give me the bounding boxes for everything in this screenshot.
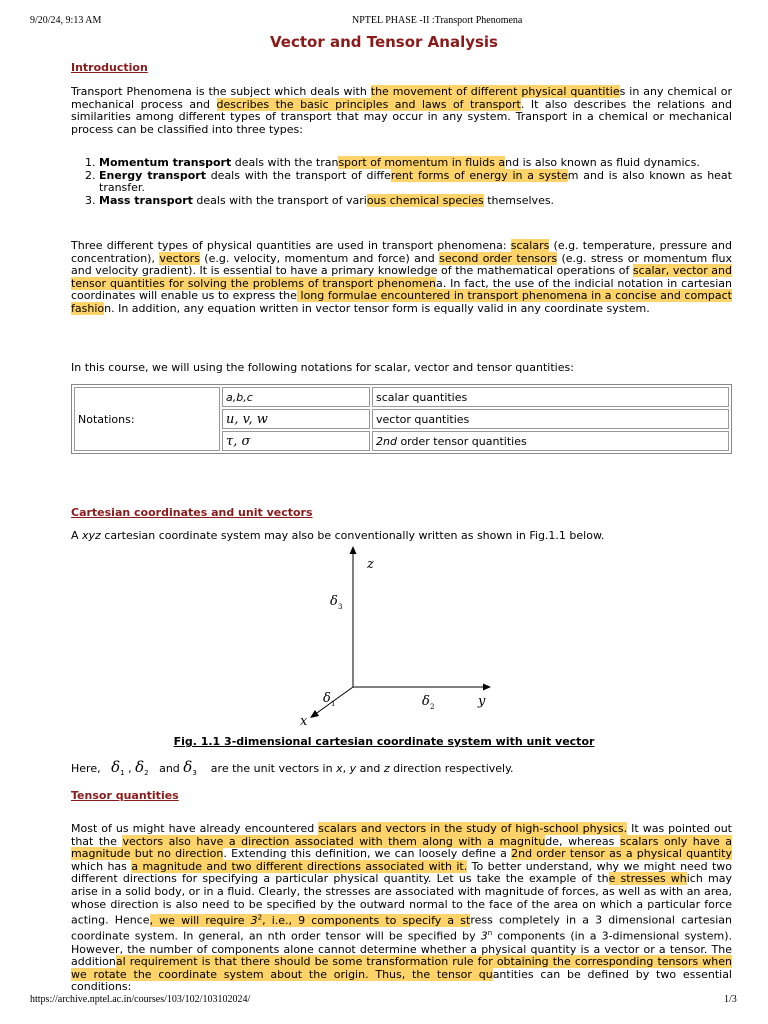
intro-paragraph: Transport Phenomena is the subject which deals with the movement of different physical quantities in any chemical or mechanical process and describes the basic principles and laws of transport. It also describes the relations and similarities among different types of transport that may occur in any system. Transport in a chemical or mechanical process can be classified into three types: bbox=[71, 85, 732, 136]
delta2-label: δ bbox=[422, 694, 430, 709]
scalar-symbols: a,b,c bbox=[222, 387, 370, 407]
vector-desc: vector quantities bbox=[372, 409, 729, 429]
transport-types-list bbox=[71, 157, 732, 207]
figure-caption: Fig. 1.1 3-dimensional cartesian coordinate system with unit vector bbox=[173, 735, 595, 748]
z-arrowhead bbox=[350, 546, 357, 554]
page-title: Vector and Tensor Analysis bbox=[270, 33, 498, 51]
delta1-subscript: 1 bbox=[331, 700, 336, 708]
notation-table bbox=[71, 384, 732, 454]
table-row bbox=[74, 387, 729, 407]
y-arrowhead bbox=[483, 684, 491, 691]
y-label: y bbox=[478, 694, 486, 709]
cartesian-heading[interactable]: Cartesian coordinates and unit vectors bbox=[71, 506, 313, 519]
list-item: 1. Momentum transport deals with the transport of momentum in fluids and is also known as fluid dynamics. bbox=[99, 157, 732, 170]
delta3-label: δ bbox=[330, 594, 338, 609]
notations-label: Notations: bbox=[74, 387, 220, 451]
delta2-subscript: 2 bbox=[430, 703, 435, 711]
list-item: 2. Energy transport deals with the transport of different forms of energy in a system and is also known as heat transfer. bbox=[99, 170, 732, 195]
quantities-paragraph: Three different types of physical quantities are used in transport phenomena: scalars (e.g. temperature, pressure and concentration), vectors (e.g. velocity, momentum and force) and second order tensors (e.g. stress or momentum flux and velocity gradient). It is essential to have a primary knowledge of the mathematical operations of scalar, vector and tensor quantities for solving the problems of transport phenomena. In fact, the use of the indicial notation in cartesian coordinates will enable us to express the long formulae encountered in transport phenomena in a concise and compact fashion. In addition, any equation written in vector tensor form is equally valid in any coordinate system. bbox=[71, 239, 733, 315]
x-label: x bbox=[300, 714, 308, 729]
page-number: 1/3 bbox=[724, 994, 737, 1005]
notation-intro: In this course, we will using the following notations for scalar, vector and tensor quantities: bbox=[71, 361, 574, 374]
delta1-label: δ bbox=[323, 691, 331, 706]
page-url: https://archive.nptel.ac.in/courses/103/102/103102024/ bbox=[30, 994, 251, 1005]
coordinate-figure bbox=[290, 545, 520, 735]
z-label: z bbox=[367, 557, 374, 572]
tensor-paragraph: Most of us might have already encountered scalars and vectors in the study of high-school physics. It was pointed out that the vectors also have a direction associated with them along with a magnitude, whereas scalars only have a magnitude but no direction. Extending this definition, we can loosely define a 2nd order tensor as a physical quantity which has a magnitude and two different directions associated with it. To better understand, why we might need two different directions for specifying a particular physical quantity. Let us take the example of the stresses which may arise in a solid body, or in a fluid. Clearly, the stresses are associated with magnitude of forces, as well as with an area, whose direction is also need to be specified by the outward normal to the face of the area on which a particular force acting. Hence, we will require $3^2$, i.e., 9 components to specify a stress completely in a 3 dimensional cartesian coordinate system. In general, an nth order tensor will be specified by 3$^n$ components (in a 3-dimensional system). However, the number of components alone cannot determine whether a physical quantity is a vector or a tensor. The additional requirement is that there should be some transformation rule for obtaining the corresponding tensors when we rotate the coordinate system about the origin. Thus, the tensor quantities can be defined by two essential conditions: bbox=[71, 822, 733, 994]
tensor-desc: 2nd order tensor quantities bbox=[372, 431, 729, 451]
tensor-symbols: τ, σ bbox=[222, 431, 370, 451]
x-arrowhead bbox=[310, 710, 319, 718]
print-datetime: 9/20/24, 9:13 AM bbox=[30, 15, 102, 26]
list-item: 3. Mass transport deals with the transport of various chemical species themselves. bbox=[99, 195, 732, 208]
tensor-heading[interactable]: Tensor quantities bbox=[71, 789, 179, 802]
scalar-desc: scalar quantities bbox=[372, 387, 729, 407]
delta3-subscript: 3 bbox=[338, 603, 343, 611]
cartesian-paragraph: A xyz cartesian coordinate system may also be conventionally written as shown in Fig.1.1 below. bbox=[71, 529, 605, 542]
unit-vectors-line: Here, $\delta_1$ , $\delta_2$ and $\delta_3$ are the unit vectors in x, y and z direction respectively. bbox=[71, 758, 514, 778]
introduction-heading[interactable]: Introduction bbox=[71, 61, 148, 74]
site-title: NPTEL PHASE -II :Transport Phenomena bbox=[352, 15, 523, 26]
vector-symbols: u, v, w bbox=[222, 409, 370, 429]
